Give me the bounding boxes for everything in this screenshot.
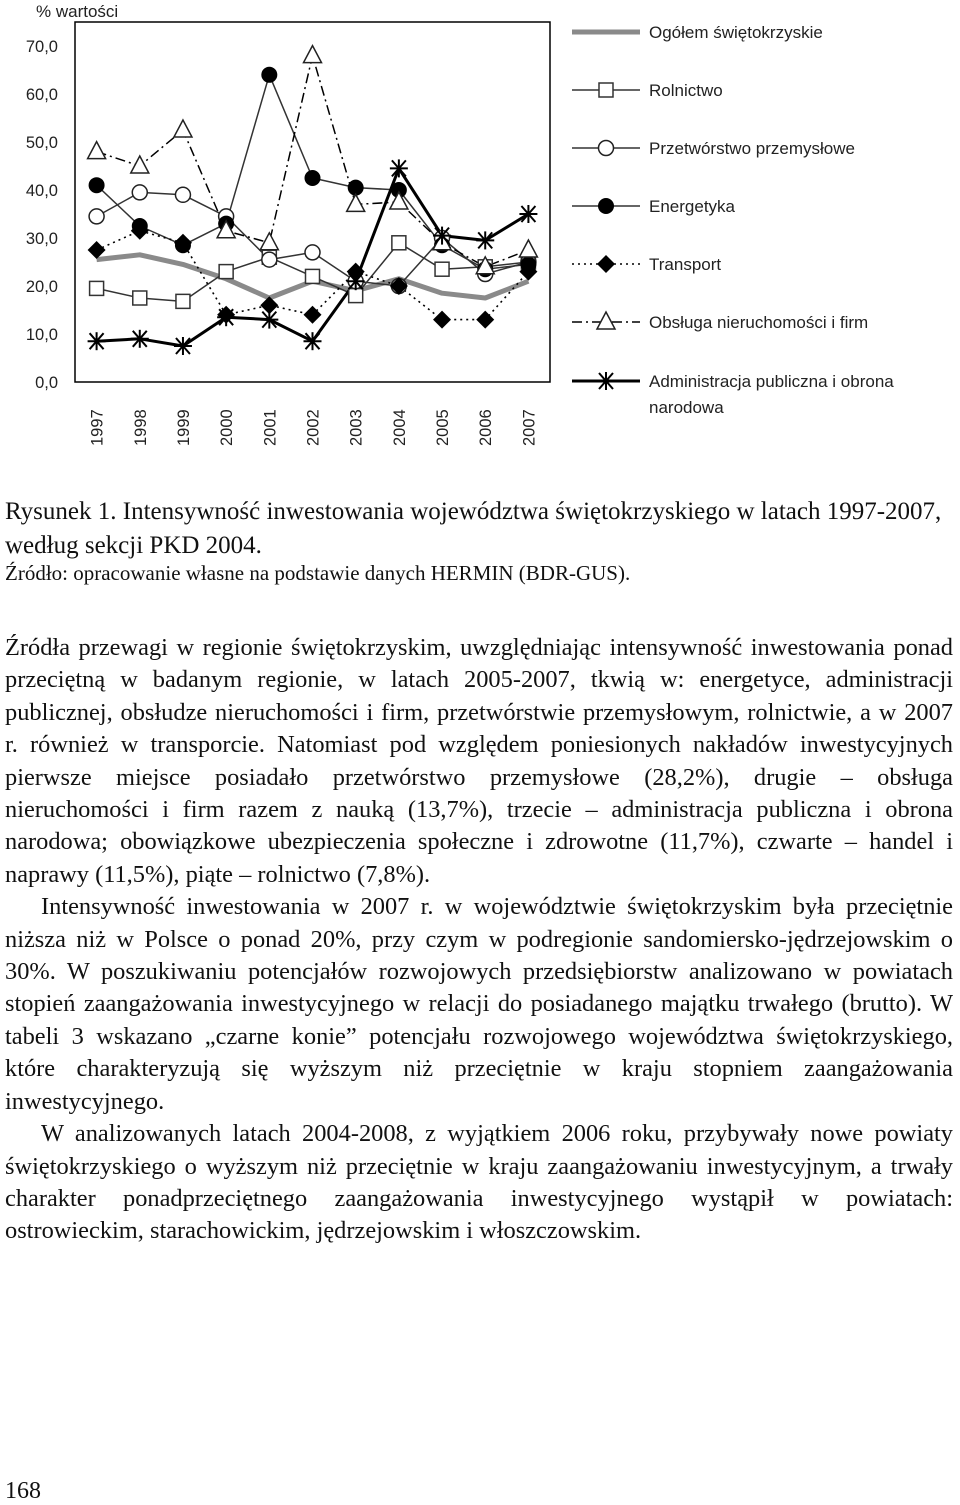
y-tick-label: 60,0 bbox=[25, 86, 58, 104]
figure-caption: Rysunek 1. Intensywność inwestowania województwa świętokrzyskiego w latach 1997-2007, według sekcji PKD 2004. bbox=[5, 498, 942, 559]
line-chart bbox=[0, 0, 960, 470]
legend-label: Ogółem świętokrzyskie bbox=[649, 23, 823, 42]
square-marker bbox=[176, 294, 190, 308]
plot-frame bbox=[75, 22, 550, 382]
square-marker bbox=[392, 236, 406, 250]
x-tick-label: 2000 bbox=[218, 409, 237, 446]
star-marker bbox=[519, 205, 537, 223]
star-marker bbox=[88, 332, 106, 350]
square-marker bbox=[599, 83, 613, 97]
star-marker bbox=[217, 308, 235, 326]
triangle-marker bbox=[88, 142, 106, 159]
square-marker bbox=[349, 289, 363, 303]
circle-marker bbox=[132, 185, 147, 200]
circle-marker bbox=[175, 187, 190, 202]
star-marker bbox=[260, 311, 278, 329]
paragraph: Intensywność inwestowania w 2007 r. w województwie świętokrzyskim była przeciętnie niższa niż w Polsce o ponad 20%, przy czym w podregionie sandomiersko-jędrzejowskim o 30%. W poszukiwaniu potencjałów rozwojowych przedsiębiorstw analizowano w powiatach stopień zaangażowania inwestycyjnego w relacji do posiadanego majątku trwałego (brutto). W tabeli 3 wskazano „czarne konie” potencjału rozwojowego województwa świętokrzyskiego, które charakteryzują się wyższym niż przeciętnie w kraju stopniem zaangażowania inwestycyjnego. bbox=[5, 893, 953, 1115]
x-tick-label: 2005 bbox=[434, 409, 453, 446]
triangle-marker bbox=[519, 240, 537, 257]
diamond-marker bbox=[88, 241, 106, 259]
star-marker bbox=[174, 337, 192, 355]
star-marker bbox=[131, 330, 149, 348]
filled-circle-marker bbox=[305, 170, 321, 186]
y-tick-label: 50,0 bbox=[25, 134, 58, 152]
star-marker bbox=[433, 227, 451, 245]
filled-circle-marker bbox=[261, 67, 277, 83]
body-text bbox=[5, 632, 953, 1248]
triangle-marker bbox=[304, 46, 322, 63]
diamond-marker bbox=[433, 311, 451, 329]
series-markers bbox=[88, 46, 538, 355]
circle-marker bbox=[305, 245, 320, 260]
legend-label: Przetwórstwo przemysłowe bbox=[649, 139, 855, 158]
y-tick-label: 20,0 bbox=[25, 278, 58, 296]
diamond-marker bbox=[476, 311, 494, 329]
y-tick-label: 0,0 bbox=[35, 374, 58, 392]
star-marker bbox=[390, 159, 408, 177]
x-tick-label: 2007 bbox=[520, 409, 539, 446]
y-tick-label: 10,0 bbox=[25, 326, 58, 344]
square-marker bbox=[306, 269, 320, 283]
legend-label: Energetyka bbox=[649, 197, 735, 216]
figure-source: Źródło: opracowanie własne na podstawie danych HERMIN (BDR-GUS). bbox=[5, 561, 631, 585]
x-tick-label: 2006 bbox=[477, 409, 496, 446]
x-tick-label: 1998 bbox=[131, 409, 150, 446]
chart-legend bbox=[572, 23, 894, 417]
legend-label: Rolnictwo bbox=[649, 81, 723, 100]
square-marker bbox=[90, 281, 104, 295]
triangle-marker bbox=[347, 194, 365, 211]
y-tick-label: 30,0 bbox=[25, 230, 58, 248]
diamond-marker bbox=[597, 255, 615, 273]
circle-marker bbox=[89, 209, 104, 224]
filled-circle-marker bbox=[89, 177, 105, 193]
page-number: 168 bbox=[5, 1478, 41, 1504]
paragraph: W analizowanych latach 2004-2008, z wyjątkiem 2006 roku, przybywały nowe powiaty świętokrzyskiego o wyższym niż przeciętnie w kraju zaangażowaniu inwestycyjnym, a trwały charakter ponadprzeciętnego zaangażowania inwestycyjnego wystąpił w powiatach: ostrowieckim, starachowickim, jędrzejowskim i włoszczowskim. bbox=[5, 1120, 953, 1245]
legend-label: Administracja publiczna i obrona narodowa bbox=[649, 372, 894, 417]
star-marker bbox=[597, 372, 615, 390]
filled-circle-marker bbox=[598, 198, 614, 214]
square-marker bbox=[435, 262, 449, 276]
circle-marker bbox=[599, 141, 614, 156]
x-tick-label: 1997 bbox=[88, 409, 107, 446]
circle-marker bbox=[262, 252, 277, 267]
y-tick-labels bbox=[26, 38, 58, 392]
legend-label: Transport bbox=[649, 255, 722, 274]
triangle-marker bbox=[174, 120, 192, 137]
star-marker bbox=[304, 332, 322, 350]
triangle-marker bbox=[131, 156, 149, 173]
diamond-marker bbox=[304, 306, 322, 324]
star-marker bbox=[476, 231, 494, 249]
triangle-marker bbox=[597, 312, 615, 329]
x-tick-labels bbox=[89, 409, 539, 446]
x-tick-label: 2004 bbox=[390, 409, 409, 446]
x-tick-label: 1999 bbox=[174, 409, 193, 446]
paragraph: Źródła przewagi w regionie świętokrzyskim, uwzględniając intensywność inwestowania ponad przeciętną w badanym regionie, w latach 2005-2007, tkwią w: energetyce, administracji publicznej, obsłudze nieruchomości i firm, przetwórstwie przemysłowym, rolnictwie, a w 2007 r. również w transporcie. Natomiast pod względem poniesionych nakładów inwestycyjnych pierwsze miejsce posiadało przetwórstwo przemysłowe (28,2%), drugie – obsługa nieruchomości i firm razem z nauką (13,7%), trzecie – administracja publiczna i obrona narodowa; obowiązkowe ubezpieczenia społeczne i zdrowotne (11,7%), czwarte – handel i naprawy (11,5%), piąte – rolnictwo (7,8%). bbox=[5, 634, 953, 888]
series-lines bbox=[97, 56, 529, 346]
x-tick-label: 2003 bbox=[347, 409, 366, 446]
star-marker bbox=[347, 272, 365, 290]
square-marker bbox=[219, 265, 233, 279]
y-tick-label: 70,0 bbox=[25, 38, 58, 56]
x-tick-label: 2001 bbox=[261, 409, 280, 446]
square-marker bbox=[133, 291, 147, 305]
y-tick-label: 40,0 bbox=[25, 182, 58, 200]
y-axis-label: % wartości bbox=[36, 2, 119, 21]
legend-label: Obsługa nieruchomości i firm bbox=[649, 313, 869, 332]
x-tick-label: 2002 bbox=[304, 409, 323, 446]
